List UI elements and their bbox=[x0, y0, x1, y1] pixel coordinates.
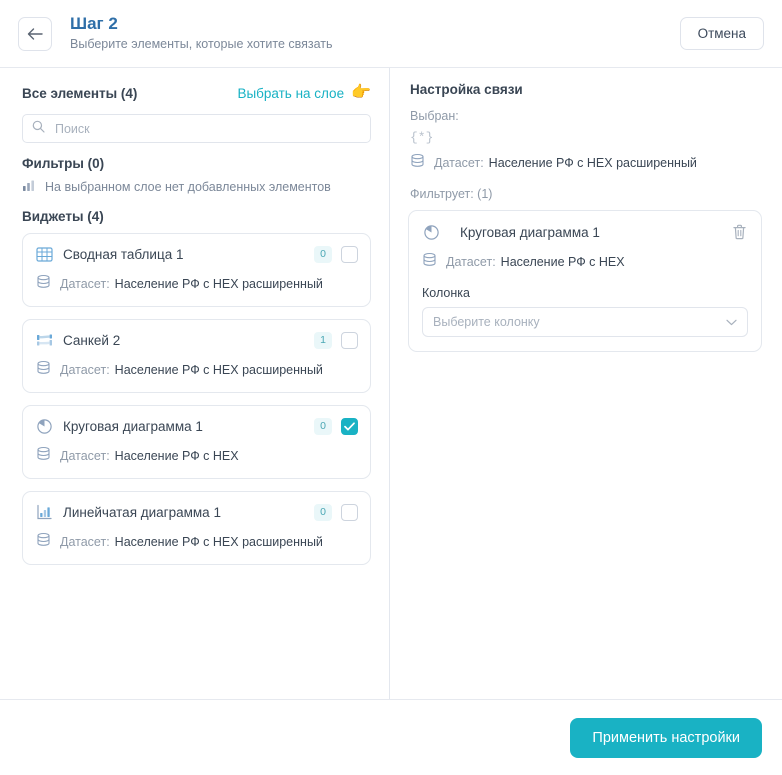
dataset-value: Население РФ с HEX расширенный bbox=[488, 156, 697, 170]
widget-count-badge: 1 bbox=[314, 332, 332, 349]
sankey-icon bbox=[35, 331, 53, 349]
database-icon bbox=[422, 252, 437, 272]
dataset-label: Датасет: bbox=[60, 449, 110, 463]
dialog-header bbox=[0, 0, 782, 68]
header-titles bbox=[70, 14, 333, 53]
widget-name: Сводная таблица 1 bbox=[63, 246, 184, 262]
database-icon bbox=[36, 532, 51, 552]
elements-title: Все элементы (4) bbox=[22, 85, 138, 101]
dataset-value: Население РФ с HEX расширенный bbox=[114, 535, 323, 549]
dataset-label: Датасет: bbox=[446, 255, 496, 269]
widget-card-top bbox=[35, 331, 358, 349]
trash-icon[interactable] bbox=[730, 223, 748, 241]
widget-count-badge: 0 bbox=[314, 504, 332, 521]
pie-chart-icon bbox=[35, 417, 53, 435]
dialog-footer bbox=[0, 699, 782, 775]
apply-settings-button[interactable]: Применить настройки bbox=[570, 718, 762, 758]
widget-card[interactable] bbox=[22, 405, 371, 479]
dataset-label: Датасет: bbox=[60, 363, 110, 377]
widget-dataset-row bbox=[35, 532, 358, 552]
bar-chart-icon bbox=[35, 503, 53, 521]
dataset-value: Население РФ с HEX расширенный bbox=[114, 277, 323, 291]
database-icon bbox=[410, 153, 425, 173]
filters-title: Фильтры (0) bbox=[22, 156, 105, 171]
search-input[interactable] bbox=[53, 121, 361, 137]
widget-dataset-row bbox=[35, 360, 358, 380]
page-subtitle: Выберите элементы, которые хотите связать bbox=[70, 37, 333, 51]
dataset-value: Население РФ с HEX bbox=[500, 255, 625, 269]
dataset-label: Датасет: bbox=[434, 156, 484, 170]
chevron-down-icon bbox=[726, 313, 737, 331]
link-settings-pane bbox=[390, 68, 782, 699]
search-box[interactable] bbox=[22, 114, 371, 143]
widget-name: Круговая диаграмма 1 bbox=[63, 418, 203, 434]
bar-chart-icon bbox=[22, 179, 36, 195]
selected-dataset-row bbox=[410, 153, 762, 173]
select-on-layer-link[interactable]: Выбрать на слое bbox=[237, 85, 345, 101]
pivot-table-icon bbox=[35, 245, 53, 263]
widget-card[interactable] bbox=[22, 319, 371, 393]
widget-card[interactable] bbox=[22, 491, 371, 565]
widgets-title: Виджеты (4) bbox=[22, 209, 104, 224]
elements-header bbox=[22, 82, 371, 104]
selected-label: Выбран: bbox=[410, 109, 459, 123]
arrow-left-icon bbox=[27, 27, 43, 41]
link-settings-title: Настройка связи bbox=[410, 82, 523, 97]
dataset-label: Датасет: bbox=[60, 535, 110, 549]
widget-card[interactable] bbox=[22, 233, 371, 307]
link-card-title: Круговая диаграмма 1 bbox=[460, 224, 600, 240]
filters-count-label: Фильтрует: (1) bbox=[410, 187, 493, 201]
widget-card-top bbox=[35, 503, 358, 521]
widget-card-top bbox=[35, 417, 358, 435]
widget-count-badge: 0 bbox=[314, 418, 332, 435]
brace-placeholder: {*} bbox=[410, 130, 434, 145]
column-label: Колонка bbox=[422, 286, 470, 300]
widget-checkbox[interactable] bbox=[341, 504, 358, 521]
search-icon bbox=[32, 120, 45, 138]
link-card-header bbox=[422, 223, 748, 241]
link-card-dataset-row bbox=[422, 252, 748, 272]
database-icon bbox=[36, 446, 51, 466]
database-icon bbox=[36, 274, 51, 294]
filters-empty-message bbox=[22, 179, 371, 195]
widget-checkbox[interactable] bbox=[341, 246, 358, 263]
widget-dataset-row bbox=[35, 274, 358, 294]
filters-empty-text: На выбранном слое нет добавленных элементов bbox=[45, 180, 331, 194]
dataset-value: Население РФ с HEX bbox=[114, 449, 239, 463]
widget-dataset-row bbox=[35, 446, 358, 466]
pointing-hand-icon: 👉 bbox=[351, 84, 371, 101]
dataset-value: Население РФ с HEX расширенный bbox=[114, 363, 323, 377]
cancel-button[interactable]: Отмена bbox=[680, 17, 764, 50]
dialog-body bbox=[0, 68, 782, 699]
database-icon bbox=[36, 360, 51, 380]
widget-card-top bbox=[35, 245, 358, 263]
column-select[interactable] bbox=[422, 307, 748, 337]
pie-chart-icon bbox=[422, 223, 440, 241]
dataset-label: Датасет: bbox=[60, 277, 110, 291]
link-card bbox=[408, 210, 762, 352]
widget-name: Санкей 2 bbox=[63, 332, 121, 348]
page-title: Шаг 2 bbox=[70, 14, 118, 33]
elements-pane bbox=[0, 68, 390, 699]
widget-checkbox[interactable] bbox=[341, 418, 358, 435]
column-select-value: Выберите колонку bbox=[433, 315, 540, 329]
widget-checkbox[interactable] bbox=[341, 332, 358, 349]
widget-count-badge: 0 bbox=[314, 246, 332, 263]
back-button[interactable] bbox=[18, 17, 52, 51]
widget-name: Линейчатая диаграмма 1 bbox=[63, 504, 221, 520]
